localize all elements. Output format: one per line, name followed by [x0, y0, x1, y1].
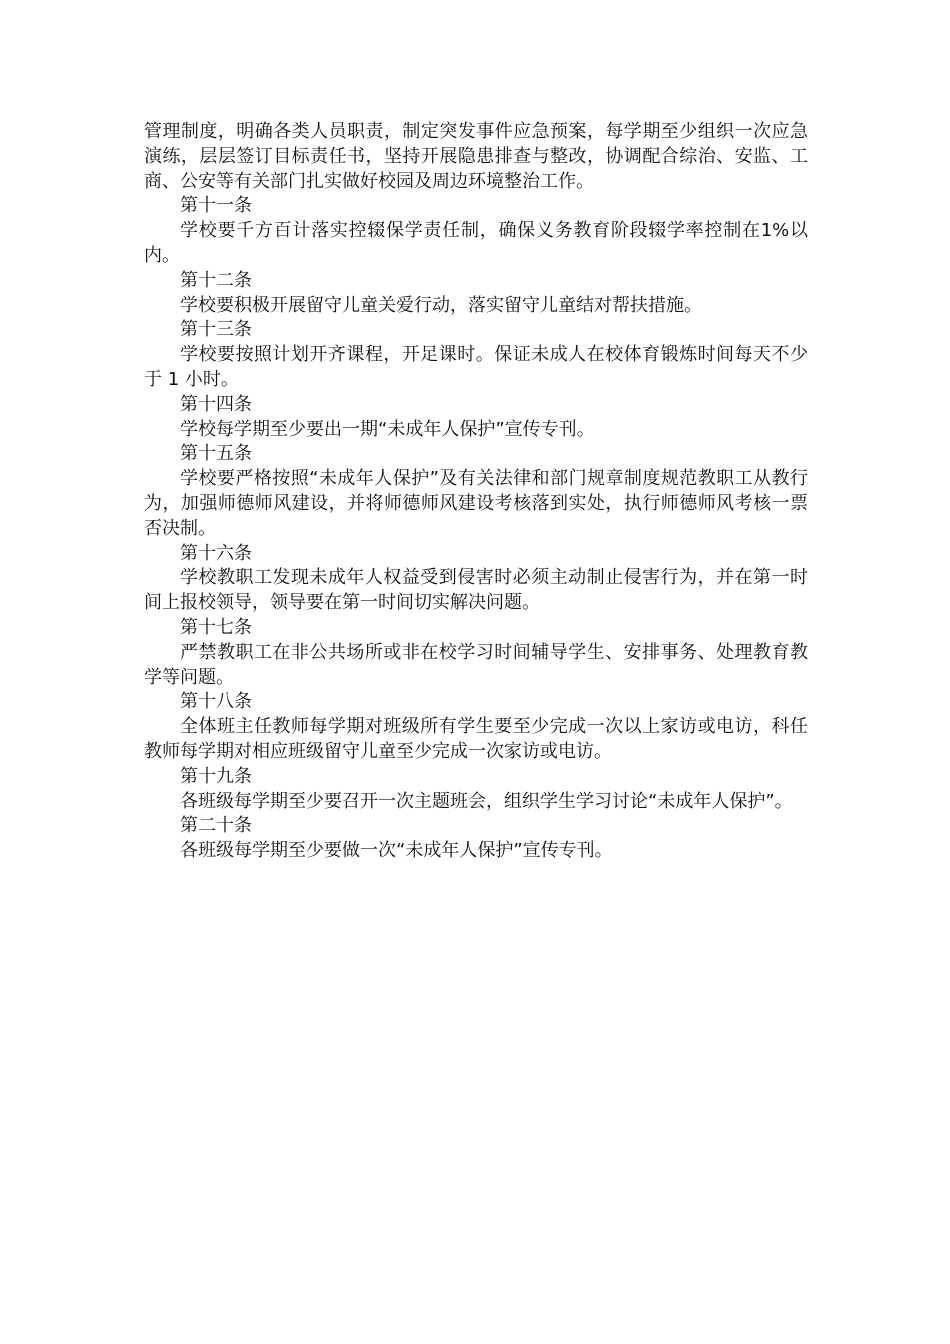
article-20-text: 各班级每学期至少要做一次“未成年人保护”宣传专刊。	[180, 840, 613, 862]
article-11-text: 学校要千方百计落实控辍保学责任制，确保义务教育阶段辍学率控制在1%以内。	[144, 220, 808, 266]
article-15-heading: 第十五条	[180, 443, 252, 465]
article-19-heading: 第十九条	[180, 765, 252, 787]
article-12-heading: 第十二条	[180, 269, 252, 291]
article-17-heading: 第十七条	[180, 616, 252, 638]
article-14-heading: 第十四条	[180, 393, 252, 415]
article-11-heading: 第十一条	[180, 195, 252, 217]
article-16-text: 学校教职工发现未成年人权益受到侵害时必须主动制止侵害行为，并在第一时间上报校领导，领导要在第一时间切实解决问题。	[144, 567, 808, 614]
article-15-text: 学校要严格按照“未成年人保护”及有关法律和部门规章制度规范教职工从教行为，加强师德师风建设，并将师德师风建设考核落到实处，执行师德师风考核一票否决制。	[144, 468, 808, 539]
article-17-text: 严禁教职工在非公共场所或非在校学习时间辅导学生、安排事务、处理教育教学等问题。	[144, 641, 808, 688]
article-16-heading: 第十六条	[180, 542, 252, 564]
article-13-heading: 第十三条	[180, 319, 252, 341]
article-18-text: 全体班主任教师每学期对班级所有学生要至少完成一次以上家访或电访，科任教师每学期对相应班级留守儿童至少完成一次家访或电访。	[144, 716, 808, 762]
intro-paragraph: 管理制度，明确各类人员职责，制定突发事件应急预案，每学期至少组织一次应急演练，层层签订目标责任书，坚持开展隐患排查与整改，协调配合综治、安监、工商、公安等有关部门扎实做好校园及周边环境整治工作。	[144, 121, 808, 192]
document-body	[144, 120, 808, 864]
article-12-text: 学校要积极开展留守儿童关爱行动，落实留守儿童结对帮扶措施。	[180, 294, 702, 316]
article-18-heading: 第十八条	[180, 691, 252, 713]
article-19-text: 各班级每学期至少要召开一次主题班会，组织学生学习讨论“未成年人保护”。	[180, 790, 793, 812]
article-13-text: 学校要按照计划开齐课程，开足课时。保证未成人在校体育锻炼时间每天不少于 1 小时。	[144, 344, 808, 390]
article-20-heading: 第二十条	[180, 815, 252, 837]
article-14-text: 学校每学期至少要出一期“未成年人保护”宣传专刊。	[180, 418, 595, 440]
